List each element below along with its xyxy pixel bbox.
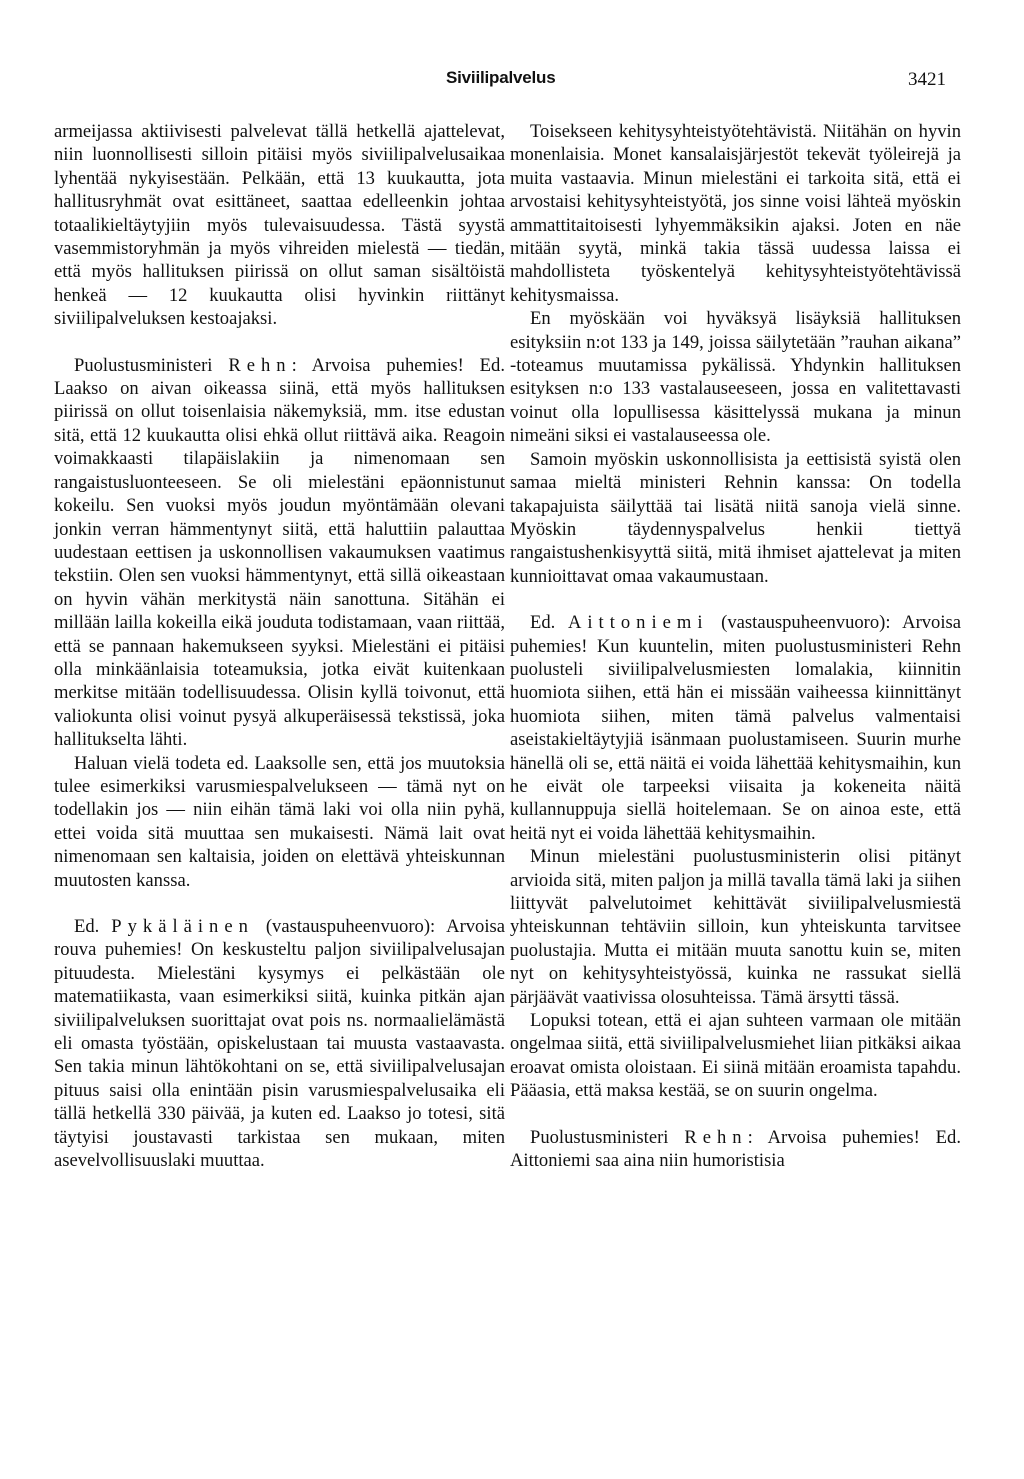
paragraph: Toisekseen kehitysyhteistyötehtävistä. Niitähän on hyvin monenlaisia. Monet kansalaisjärjestöt tekevät työleirejä ja muita vastaavia. Minun mielestäni ei tarkoita sitä, että ei arvostaisi kehitysyhteistyötä, jos sinne voisi lähteä myöskin ammattitaitoisesti lyhyemmäksikin ajaksi. Joten en näe mitään syytä, minkä takia tässä uudessa laissa ei mahdollisteta työskentelyä kehitysyhteistyötehtävissä kehitysmaissa. [510,121,961,306]
left-column [54,120,505,1172]
speech-rehn [54,354,505,752]
running-header-title: Siviilipalvelus [446,68,556,87]
speech-text: : Arvoisa puhemies! Ed. Laakso on aivan oikeassa siinä, että myös hallituksen piirissä on ollut toisenlaisia näkemyksiä, mm. itse edustan sitä, että 12 kuukautta olisi ehkä ollut riittävä aika. Reagoin voimakkaasti tilapäislakiin ja nimenomaan sen rangaistusluonteeseen. Se oli mielestäni epäonnistunut kokeilu. Sen vuoksi myös joudun myöntämään olevani jonkin verran hämmentynyt siitä, että haluttiin palauttaa uudestaan eettisen ja uskonnollisen vakaumuksen vaatimus tekstiin. Olen sen vuoksi hämmentynyt, että sillä oikeastaan on hyvin vähän merkitystä näin sanottuna. Sitähän ei millään lailla kokeilla eikä jouduta todistamaan, vaan riittää, että se pannaan hakemukseen syyksi. Mielestäni ei pitäisi olla minkäänlaisia toteamuksia, jotka eivät kuitenkaan merkitse mitään todellisuudessa. Olisin kyllä toivonut, että valiokunta olisi voinut pysyä alkuperäisessä tekstissä, joka hallitukselta lähti. [54,354,505,751]
speaker-name: Pykäläinen [111,916,254,937]
paragraph: Haluan vielä todeta ed. Laaksolle sen, että jos muutoksia tulee esimerkiksi varusmiespalvelukseen — tämä nyt on todellakin jos — niin eihän tämä laki voi olla niin pyhä, ettei voida sitä muuttaa sen mukaisesti. Nämä lait ovat nimenomaan sen kaltaisia, joiden on elettävä yhteiskunnan muutosten kanssa. [54,752,505,891]
paragraph: Minun mielestäni puolustusministerin olisi pitänyt arvioida sitä, miten paljon ja millä tavalla tämä laki ja siihen liittyvät palvelutoimet kehittävät siviilipalvelusmiestä yhteiskunnan tehtäviin silloin, kun yhteiskunta tarvitsee puolustajia. Mutta ei mitään muuta sanottu kuin se, miten nyt on kehitysyhteistyössä, kuinka ne rassukat siellä pärjäävät vaativissa olosuhteissa. Tämä ärsytti tässä. [510,846,961,1008]
speaker-name: Rehn [684,1126,748,1148]
speaker-title: Puolustusministeri [530,1126,685,1148]
paragraph: Samoin myöskin uskonnollisista ja eettisistä syistä olen samaa mieltä ministeri Rehnin kanssa: On todella takapajuista säilyttää tai lisätä niitä sanoja vielä sinne. Myöskin täydennyspalvelus henkii tiettyä rangaistushenkisyyttä siitä, mitä ihmiset ajattelevat ja miten kunnioittavat omaa vakaumustaan. [510,448,961,587]
speech-aittoniemi [510,611,961,845]
speaker-title: Ed. [530,612,568,634]
speech-text: (vastauspuheenvuoro): Arvoisa rouva puhemies! On keskusteltu paljon siviilipalvelusajan pituudesta. Mielestäni kysymys ei pelkästään ole matematiikasta, vaan esimerkiksi siitä, kuinka pitkän ajan siviilipalveluksen suorittajat ovat pois ns. normaalielämästä eli omasta työstään, opiskelustaan tai muusta vastaavasta. Sen takia minun lähtökohtani on se, että siviilipalvelusajan pituus saisi olla enintään pisin varusmiespalvelusaika eli tällä hetkellä 330 päivää, ja kuten ed. Laakso jo totesi, sitä täytyisi joustavasti tarkistaa sen mukaan, miten asevelvollisuuslaki muuttaa. [54,916,506,1172]
paragraph: armeijassa aktiivisesti palvelevat tällä hetkellä ajattelevat, niin luonnollisesti silloin pitäisi myös siviilipalvelusaikaa lyhentää nykyisestään. Pelkään, että 13 kuukautta, jota hallitusryhmät ovat esittäneet, saattaa edelleenkin johtaa totaalikieltäytyjiin myös tulevaisuudessa. Tästä syystä vasemmistoryhmän ja myös vihreiden mielestä — tiedän, että myös hallituksen piirissä on ollut saman sisältöistä henkeä — 12 kuukautta olisi hyvinkin riittänyt siviilipalveluksen kestoajaksi. [54,121,505,330]
speaker-name: Aittoniemi [567,612,709,634]
page-number: 3421 [908,69,946,90]
paragraph: Lopuksi totean, että ei ajan suhteen varmaan ole mitään ongelmaa siitä, että siviilipalvelusmiehet liian pitkäksi aikaa eroavat omista oloistaan. Ei siinä mitään eroamista tapahdu. Pääasia, että maksa kestää, se on suurin ongelma. [510,1010,961,1102]
speech-text: : Arvoisa puhemies! Ed. Aittoniemi saa aina niin humoristisia [510,1126,961,1172]
speaker-title: Ed. [74,916,112,937]
speaker-title: Puolustusministeri [74,354,229,376]
speaker-name: Rehn [228,354,292,376]
speech-rehn-2 [510,1126,961,1173]
speech-pykalainen [54,915,505,1172]
paragraph: En myöskään voi hyväksyä lisäyksiä hallituksen esityksiin n:ot 133 ja 149, joissa säilytetään ”rauhan aikana” -toteamus muutamissa pykälissä. Yhdynkin hallituksen esityksen n:o 133 vastalauseeseen, jossa en valitettavasti voinut olla lopullisessa käsittelyssä mukana ja minun nimeäni siksi ei vastalauseessa ole. [510,308,961,447]
speech-text: (vastauspuheenvuoro): Arvoisa puhemies! Kun kuuntelin, miten puolustusministeri Rehn puolusteli siviilipalvelusmiesten lomalakia, kiinnitin huomiota siihen, että hän ei missään vaiheessa kiinnittänyt huomiota siihen, miten tämä palvelus valmentaisi aseistakieltäytyjiä isänmaan puolustamiseen. Suurin murhe hänellä oli se, että näitä ei voida lähettää kehitysmaihin, kun he eivät ole tarpeeksi viisaita ja kokeneita näitä kullannuppuja siellä hoitelemaan. Se on ainoa este, että heitä nyt ei voida lähettää kehitysmaihin. [510,612,962,844]
right-column [510,120,961,1172]
